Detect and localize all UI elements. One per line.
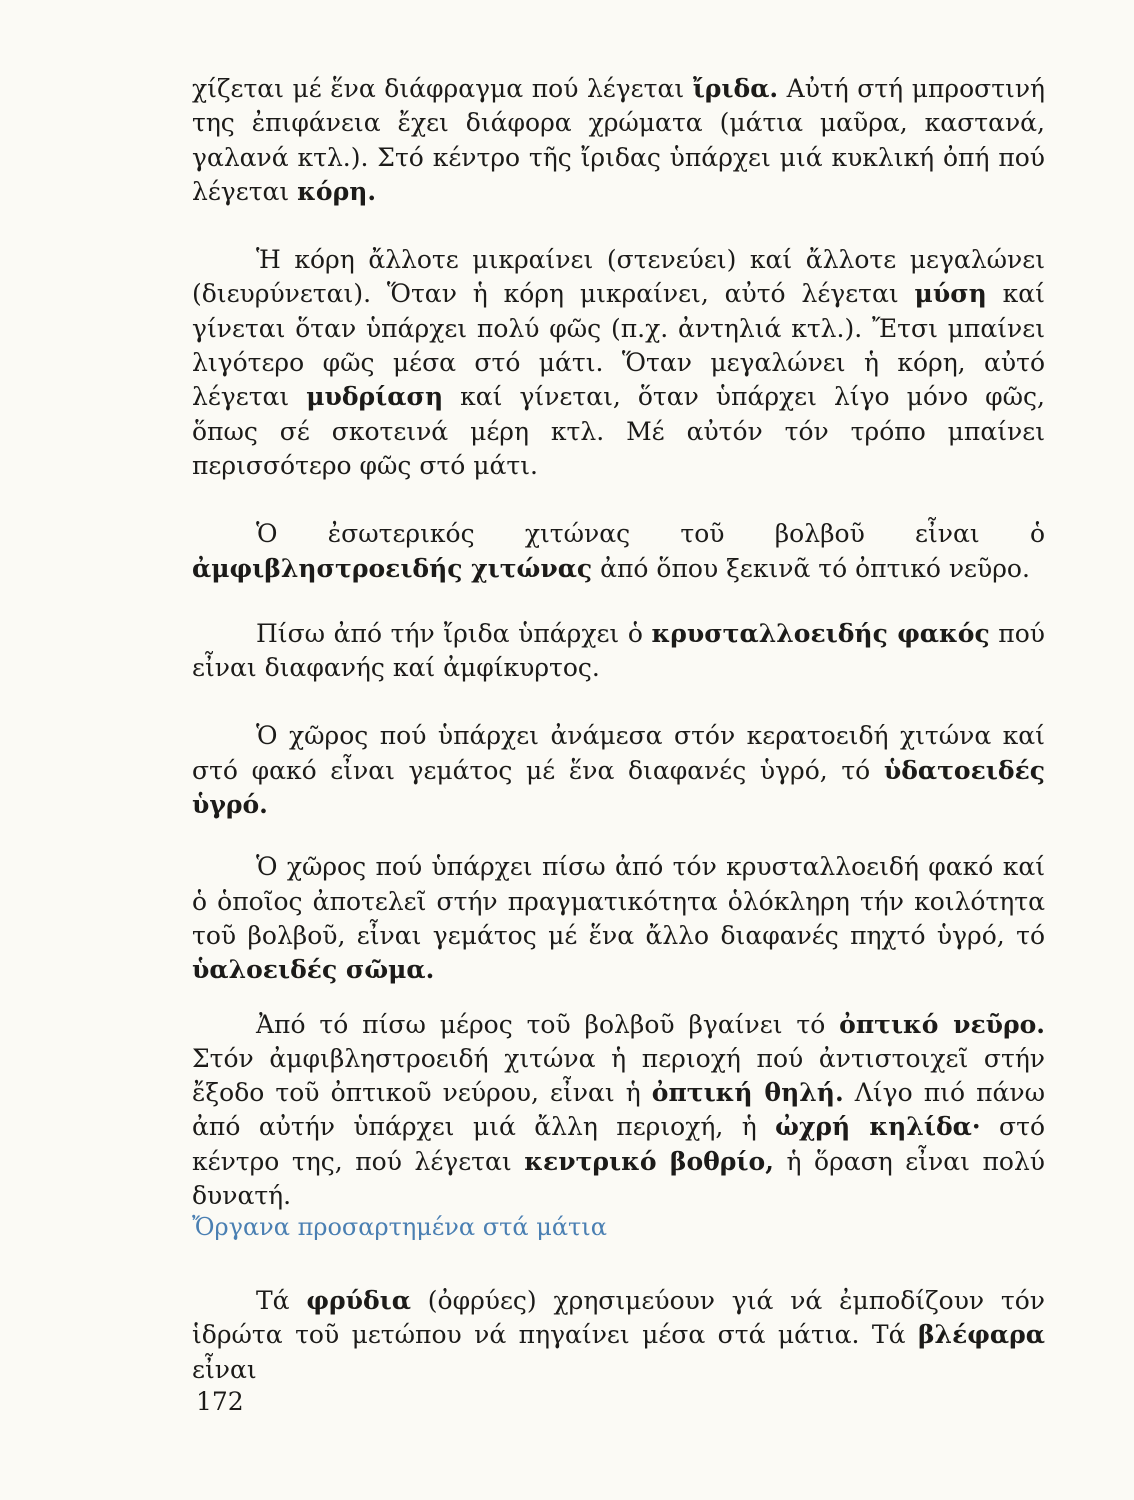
final_paragraph-bold-term: φρύδια	[306, 1286, 411, 1315]
paragraph-pupil	[192, 243, 1045, 483]
final_paragraph-text: Τά	[256, 1286, 307, 1315]
paragraphs.6-text: στό κέντρο της, πού λέγεται	[192, 1112, 1045, 1176]
paragraphs.6-text: Στόν ἀμφιβληστροειδή χιτώνα ἡ περιοχή πού ἀντιστοιχεῖ στήν ἔξοδο τοῦ ὀπτικοῦ νεύρου, εἶναι ἡ	[192, 1043, 1045, 1108]
paragraph-aqueous-humor	[192, 719, 1045, 822]
paragraphs.0-text: χίζεται μέ ἕνα διάφραγμα πού λέγεται	[192, 74, 693, 103]
final_paragraph-text: εἶναι	[192, 1354, 257, 1384]
paragraph-iris	[192, 72, 1045, 209]
paragraphs.3-bold-term: κρυσταλλοειδής φακός	[651, 618, 990, 648]
paragraphs.6-text: Ἀπό τό πίσω μέρος τοῦ βολβοῦ βγαίνει τό	[256, 1009, 840, 1039]
paragraphs.2-text: Ὁ ἐσωτερικός χιτώνας τοῦ βολβοῦ εἶναι ὁ	[256, 519, 1045, 549]
paragraphs.3-text: Πίσω ἀπό τήν ἴριδα ὑπάρχει ὁ	[256, 618, 652, 648]
paragraphs.5-text: Ὁ χῶρος πού ὑπάρχει πίσω ἀπό τόν κρυσταλλοειδή φακό καί ὁ ὁποῖος ἀποτελεῖ στήν πραγματικότητα ὁλόκληρη τήν κοιλότητα τοῦ βολβοῦ, εἶναι γεμάτος μέ ἕνα ἄλλο διαφανές πηχτό ὑγρό, τό	[192, 852, 1045, 950]
paragraphs.4-bold-term: ὑδατοειδές ὑγρό.	[192, 755, 1045, 820]
page-body	[192, 72, 1045, 1213]
paragraphs.1-text: καί γίνεται, ὅταν ὑπάρχει λίγο μόνο φῶς, ὅπως σέ σκοτεινά μέρη κτλ. Μέ αὐτόν τόν τρόπο μπαίνει περισσότερο φῶς στό μάτι.	[192, 382, 1045, 480]
paragraphs.5-bold-term: ὑαλοειδές σῶμα.	[192, 955, 435, 985]
paragraphs.2-text: ἀπό ὅπου ξεκινᾶ τό ὀπτικό νεῦρο.	[592, 553, 1030, 583]
section-heading: Ὄργανα προσαρτημένα στά μάτια	[192, 1213, 607, 1241]
paragraphs.0-text: Αὐτή στή μπροστινή της ἐπιφάνεια ἔχει διάφορα χρώματα (μάτια μαῦρα, καστανά, γαλανά κτλ.). Στό κέντρο τῆς ἴριδας ὑπάρχει μιά κυκλική ὀπή πού λέγεται	[192, 74, 1046, 206]
paragraphs.3-text: πού εἶναι διαφανής καί ἀμφίκυρτος.	[192, 618, 1045, 683]
paragraphs.6-bold-term: ὀπτικό νεῦρο.	[839, 1009, 1045, 1039]
paragraph-optic-nerve	[192, 1008, 1045, 1214]
paragraphs.4-text: Ὁ χῶρος πού ὑπάρχει ἀνάμεσα στόν κερατοειδή χιτώνα καί στό φακό εἶναι γεμάτος μέ ἕνα διαφανές ὑγρό, τό	[192, 721, 1045, 785]
paragraphs.2-bold-term: ἀμφιβληστροειδής χιτώνας	[192, 553, 593, 583]
paragraphs.6-text: Λίγο πιό πάνω ἀπό αὐτήν ὑπάρχει μιά ἄλλη περιοχή, ἡ	[192, 1078, 1045, 1142]
paragraphs.6-bold-term: ὀπτική θηλή.	[651, 1078, 844, 1108]
paragraph-vitreous-body	[192, 850, 1045, 987]
page-number: 172	[196, 1387, 244, 1416]
paragraph-retina	[192, 517, 1045, 586]
paragraphs.1-bold-term: μύση	[914, 279, 987, 309]
final_paragraph-bold-term: βλέφαρα	[917, 1320, 1045, 1350]
paragraphs.6-text: ἡ ὅραση εἶναι πολύ δυνατή.	[192, 1146, 1045, 1211]
paragraphs.6-bold-term: ὠχρή κηλίδα·	[775, 1112, 981, 1142]
paragraphs.0-bold-term: ἴριδα.	[692, 74, 779, 103]
paragraphs.1-bold-term: μυδρίαση	[306, 382, 444, 412]
paragraphs.1-text: Ἡ κόρη ἄλλοτε μικραίνει (στενεύει) καί ἄλλοτε μεγαλώνει (διευρύνεται). Ὅταν ἡ κόρη μικραίνει, αὐτό λέγεται	[192, 245, 1045, 309]
paragraphs.6-bold-term: κεντρικό βοθρίο,	[524, 1146, 774, 1176]
final_paragraph-text: (ὀφρύες) χρησιμεύουν γιά νά ἐμποδίζουν τόν ἱδρώτα τοῦ μετώπου νά πηγαίνει μέσα στά μάτια. Τά	[192, 1286, 1045, 1350]
paragraph-eyebrows	[192, 1284, 1045, 1387]
final-paragraph-block	[192, 1284, 1045, 1387]
paragraphs.1-text: καί γίνεται ὅταν ὑπάρχει πολύ φῶς (π.χ. ἀντηλιά κτλ.). Ἔτσι μπαίνει λιγότερο φῶς μέσα στό μάτι. Ὅταν μεγαλώνει ἡ κόρη, αὐτό λέγεται	[192, 279, 1045, 412]
paragraph-lens	[192, 617, 1045, 686]
paragraphs.0-bold-term: κόρη.	[297, 176, 377, 206]
